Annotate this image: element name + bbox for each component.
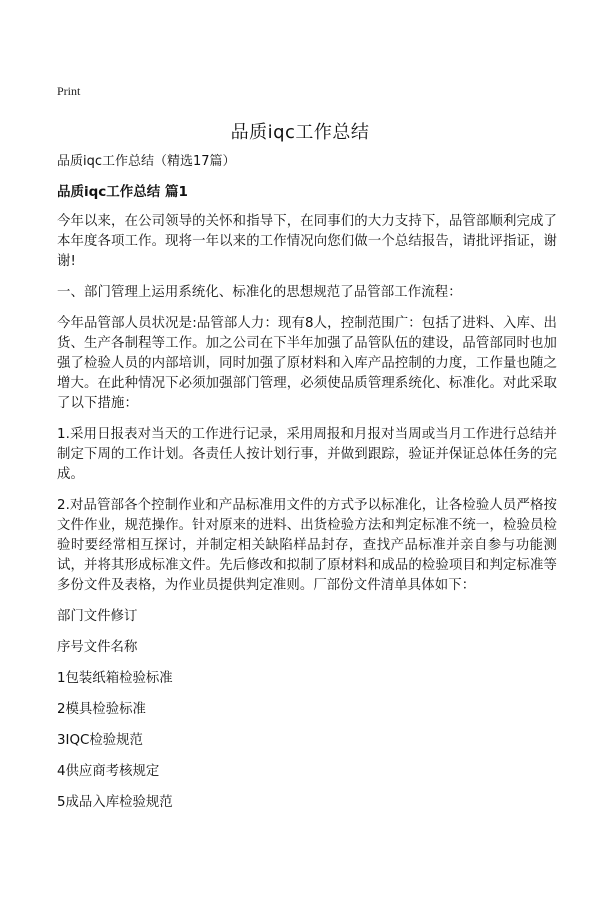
paragraph-staff-status: 今年品管部人员状况是:品管部人力：现有8人，控制范围广：包括了进料、入库、出货、生产各制程等工作。加之公司在下半年加强了品管队伍的建设，品管部同时也加强了检验人员的内部培训，同时加强了原材料和入库产品控制的力度，工作量也随之增大。在此种情况下必须加强部门管理，必须使品质管理系统化、标准化。对此采取了以下措施： <box>57 316 557 411</box>
list-line-header: 序号文件名称 <box>57 640 138 655</box>
document-title: 品质iqc工作总结 <box>230 122 370 143</box>
print-label: Print <box>57 84 81 98</box>
list-line-item-1: 1包装纸箱检验标准 <box>57 671 173 686</box>
list-line-dept-docs: 部门文件修订 <box>57 609 138 624</box>
paragraph-intro: 今年以来，在公司领导的关怀和指导下，在同事们的大力支持下，品管部顺利完成了本年度各项工作。现将一年以来的工作情况向您们做一个总结报告，请批评指证，谢谢! <box>57 214 557 269</box>
paragraph-heading-one: 一、部门管理上运用系统化、标准化的思想规范了品管部工作流程： <box>57 285 462 300</box>
paragraph-measure-2: 2.对品管部各个控制作业和产品标准用文件的方式予以标准化，让各检验人员严格按文件作业，规范操作。针对原来的进料、出货检验方法和判定标准不统一，检验员检验时要经常相互探讨，并制定相关缺陷样品封存，查找产品标准并亲自参与功能测试，并将其形成标准文件。先后修改和拟制了原材料和成品的检验项目和判定标准等多份文件及表格，为作业员提供判定准则。厂部份文件清单具体如下： <box>57 498 557 593</box>
section-heading: 品质iqc工作总结 篇1 <box>57 184 188 200</box>
document-subtitle: 品质iqc工作总结（精选17篇） <box>57 154 236 169</box>
list-line-item-5: 5成品入库检验规范 <box>57 795 173 810</box>
list-line-item-2: 2模具检验标准 <box>57 702 146 717</box>
document-body <box>57 152 557 824</box>
list-line-item-4: 4供应商考核规定 <box>57 764 160 779</box>
paragraph-measure-1: 1.采用日报表对当天的工作进行记录，采用周报和月报对当周或当月工作进行总结并制定下周的工作计划。各责任人按计划行事，并做到跟踪，验证并保证总体任务的完成。 <box>57 427 557 482</box>
list-line-item-3: 3IQC检验规范 <box>57 733 143 748</box>
